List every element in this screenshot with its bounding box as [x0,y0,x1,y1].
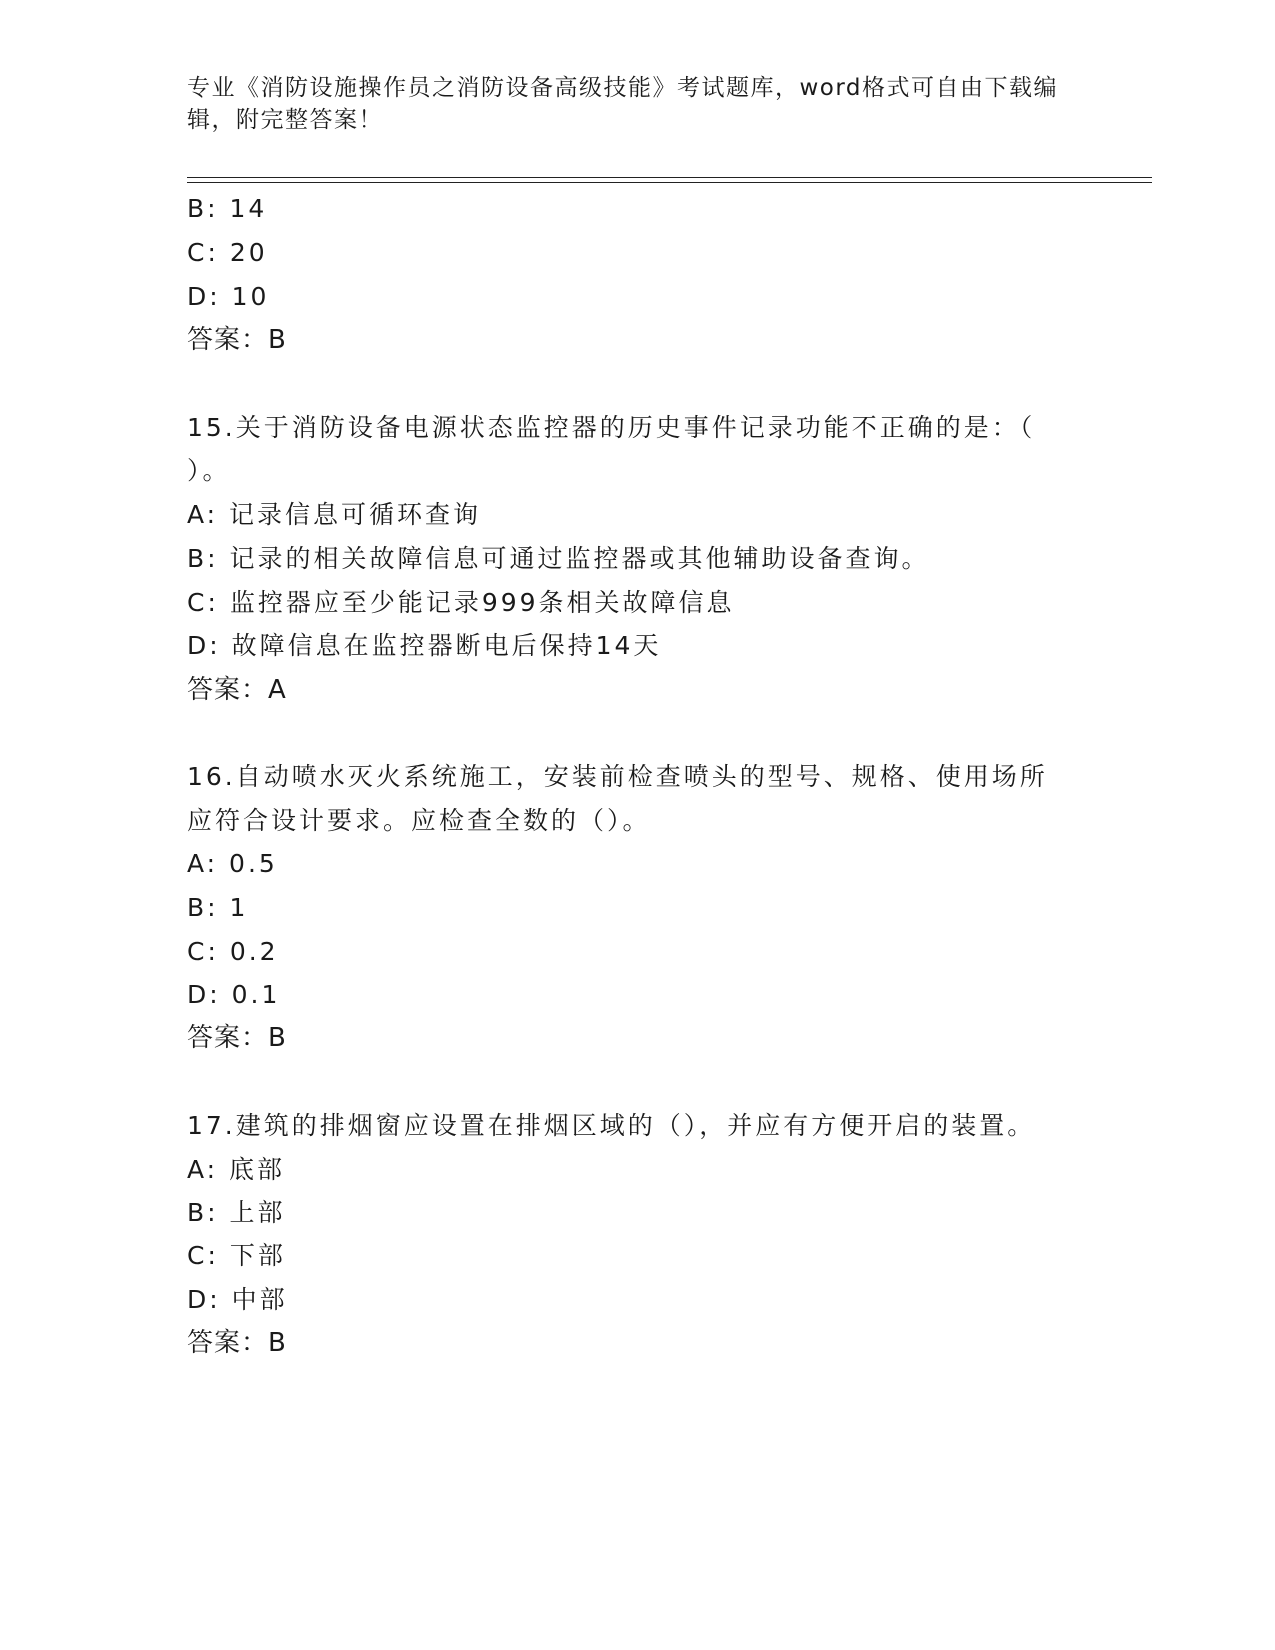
q17-option-b: B: 上部 [187,1198,286,1227]
q15-stem-line-2: ）。 [187,456,231,485]
q15-answer: 答案：A [187,675,287,705]
q16-stem-line-1: 16.自动喷水灭火系统施工，安装前检查喷头的型号、规格、使用场所 [187,762,1048,791]
q15-stem-line-1: 15.关于消防设备电源状态监控器的历史事件记录功能不正确的是：（ [187,413,1036,442]
q14-option-b: B: 14 [187,194,268,223]
q17-option-d: D: 中部 [187,1285,288,1314]
header-line-2: 辑，附完整答案！ [187,107,383,133]
q16-option-a: A: 0.5 [187,849,278,878]
header-divider-top [187,177,1152,178]
q17-option-a: A: 底部 [187,1155,286,1184]
q16-option-d: D: 0.1 [187,980,281,1009]
header-line-1: 专业《消防设施操作员之消防设备高级技能》考试题库，word格式可自由下载编 [187,75,1059,101]
q16-option-c: C: 0.2 [187,937,279,966]
q16-option-b: B: 1 [187,893,249,922]
q17-stem-line-1: 17.建筑的排烟窗应设置在排烟区域的（），并应有方便开启的装置。 [187,1111,1036,1140]
q14-answer: 答案：B [187,325,287,355]
q15-option-d: D: 故障信息在监控器断电后保持14天 [187,631,662,660]
q16-stem-line-2: 应符合设计要求。应检查全数的（）。 [187,806,651,835]
q14-option-d: D: 10 [187,282,270,311]
q14-option-c: C: 20 [187,238,268,267]
q15-option-b: B: 记录的相关故障信息可通过监控器或其他辅助设备查询。 [187,544,930,573]
q17-answer: 答案：B [187,1328,287,1358]
q15-option-a: A: 记录信息可循环查询 [187,500,482,529]
q17-option-c: C: 下部 [187,1241,286,1270]
q15-option-c: C: 监控器应至少能记录999条相关故障信息 [187,588,735,617]
header-divider-bottom [187,182,1152,183]
q16-answer: 答案：B [187,1023,287,1053]
document-header [187,72,1067,136]
